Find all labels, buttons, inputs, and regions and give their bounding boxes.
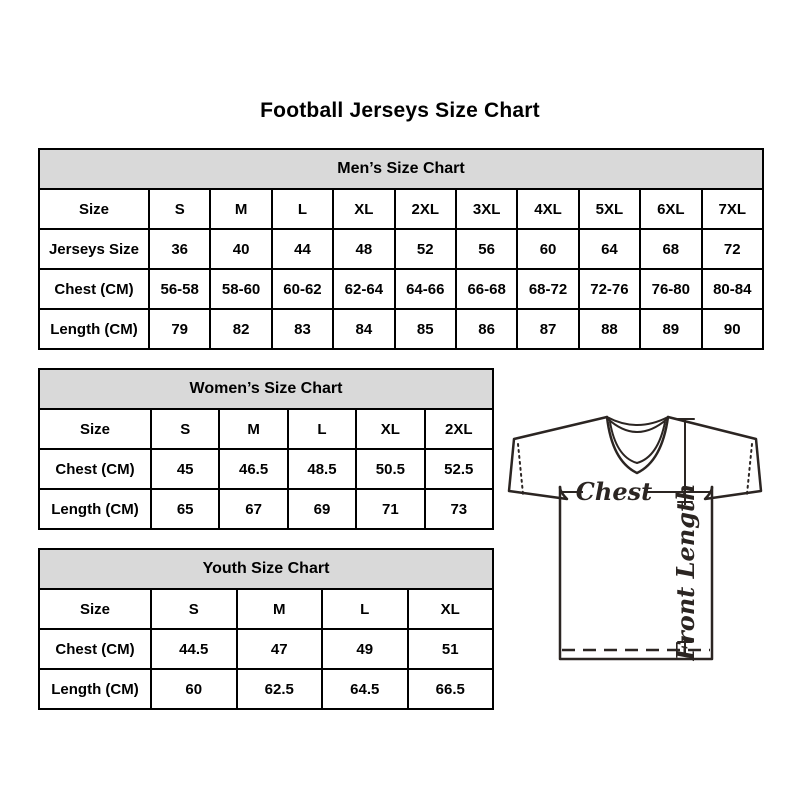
youth-size-chart-table — [38, 548, 494, 710]
table-cell: 88 — [579, 309, 640, 349]
row-label: Size — [39, 589, 151, 629]
table-cell: 64 — [579, 229, 640, 269]
table-cell: M — [237, 589, 323, 629]
table-title-row — [39, 369, 493, 409]
table-title-row — [39, 549, 493, 589]
table-row — [39, 489, 493, 529]
table-cell: 51 — [408, 629, 494, 669]
table-row — [39, 669, 493, 709]
table-cell: 46.5 — [219, 449, 287, 489]
table-cell: 36 — [149, 229, 210, 269]
table-cell: S — [149, 189, 210, 229]
table-cell: 69 — [288, 489, 356, 529]
table-row — [39, 189, 763, 229]
table-cell: 66-68 — [456, 269, 517, 309]
table-row — [39, 269, 763, 309]
table-cell: 48.5 — [288, 449, 356, 489]
table-cell: 62-64 — [333, 269, 394, 309]
table-cell: 7XL — [702, 189, 763, 229]
table-cell: 64-66 — [395, 269, 456, 309]
table-cell: 52 — [395, 229, 456, 269]
row-label: Size — [39, 409, 151, 449]
mens-size-chart-table — [38, 148, 764, 350]
table-cell: L — [322, 589, 408, 629]
table-cell: 68-72 — [517, 269, 578, 309]
table-cell: S — [151, 589, 237, 629]
jersey-diagram — [504, 399, 766, 671]
table-cell: S — [151, 409, 219, 449]
table-cell: 44 — [272, 229, 333, 269]
womens-table-title: Women’s Size Chart — [39, 369, 493, 409]
table-cell: M — [219, 409, 287, 449]
table-cell: 76-80 — [640, 269, 701, 309]
chest-label: Chest — [575, 477, 653, 506]
table-cell: 3XL — [456, 189, 517, 229]
table-cell: 40 — [210, 229, 271, 269]
womens-size-chart-table — [38, 368, 494, 530]
table-cell: XL — [408, 589, 494, 629]
table-cell: 89 — [640, 309, 701, 349]
table-title-row — [39, 149, 763, 189]
table-cell: 79 — [149, 309, 210, 349]
table-cell: 86 — [456, 309, 517, 349]
table-cell: 49 — [322, 629, 408, 669]
table-cell: 2XL — [395, 189, 456, 229]
table-cell: 45 — [151, 449, 219, 489]
table-cell: L — [288, 409, 356, 449]
table-cell: 64.5 — [322, 669, 408, 709]
table-row — [39, 589, 493, 629]
page-title: Football Jerseys Size Chart — [260, 99, 540, 122]
table-cell: 68 — [640, 229, 701, 269]
table-cell: 2XL — [425, 409, 493, 449]
table-cell: 87 — [517, 309, 578, 349]
jersey-collar-back-arc-1 — [607, 417, 668, 425]
row-label: Chest (CM) — [39, 269, 149, 309]
table-cell: 58-60 — [210, 269, 271, 309]
row-label: Jerseys Size — [39, 229, 149, 269]
table-cell: 56 — [456, 229, 517, 269]
table-cell: 62.5 — [237, 669, 323, 709]
table-cell: XL — [356, 409, 424, 449]
table-row — [39, 409, 493, 449]
table-cell: 82 — [210, 309, 271, 349]
table-cell: 72 — [702, 229, 763, 269]
table-cell: 4XL — [517, 189, 578, 229]
youth-table-title: Youth Size Chart — [39, 549, 493, 589]
table-row — [39, 449, 493, 489]
row-label: Length (CM) — [39, 309, 149, 349]
table-row — [39, 229, 763, 269]
table-cell: 83 — [272, 309, 333, 349]
mens-table-title: Men’s Size Chart — [39, 149, 763, 189]
jersey-left-cuff-stitch-line — [518, 444, 523, 494]
front-length-label: Front Length — [671, 483, 700, 661]
table-cell: 5XL — [579, 189, 640, 229]
table-cell: 60 — [151, 669, 237, 709]
table-cell: 84 — [333, 309, 394, 349]
table-cell: 6XL — [640, 189, 701, 229]
table-cell: 67 — [219, 489, 287, 529]
table-cell: 56-58 — [149, 269, 210, 309]
table-cell: 52.5 — [425, 449, 493, 489]
table-cell: L — [272, 189, 333, 229]
row-label: Length (CM) — [39, 489, 151, 529]
row-label: Size — [39, 189, 149, 229]
table-cell: 73 — [425, 489, 493, 529]
table-cell: 44.5 — [151, 629, 237, 669]
table-row — [39, 629, 493, 669]
table-cell: 47 — [237, 629, 323, 669]
table-row — [39, 309, 763, 349]
row-label: Chest (CM) — [39, 629, 151, 669]
table-cell: 85 — [395, 309, 456, 349]
table-cell: 60 — [517, 229, 578, 269]
table-cell: M — [210, 189, 271, 229]
table-cell: 66.5 — [408, 669, 494, 709]
table-cell: 65 — [151, 489, 219, 529]
table-cell: 72-76 — [579, 269, 640, 309]
table-cell: 60-62 — [272, 269, 333, 309]
row-label: Chest (CM) — [39, 449, 151, 489]
table-cell: 48 — [333, 229, 394, 269]
row-label: Length (CM) — [39, 669, 151, 709]
table-cell: XL — [333, 189, 394, 229]
jersey-right-cuff-stitch-line — [747, 444, 752, 494]
table-cell: 80-84 — [702, 269, 763, 309]
table-cell: 71 — [356, 489, 424, 529]
table-cell: 50.5 — [356, 449, 424, 489]
table-cell: 90 — [702, 309, 763, 349]
